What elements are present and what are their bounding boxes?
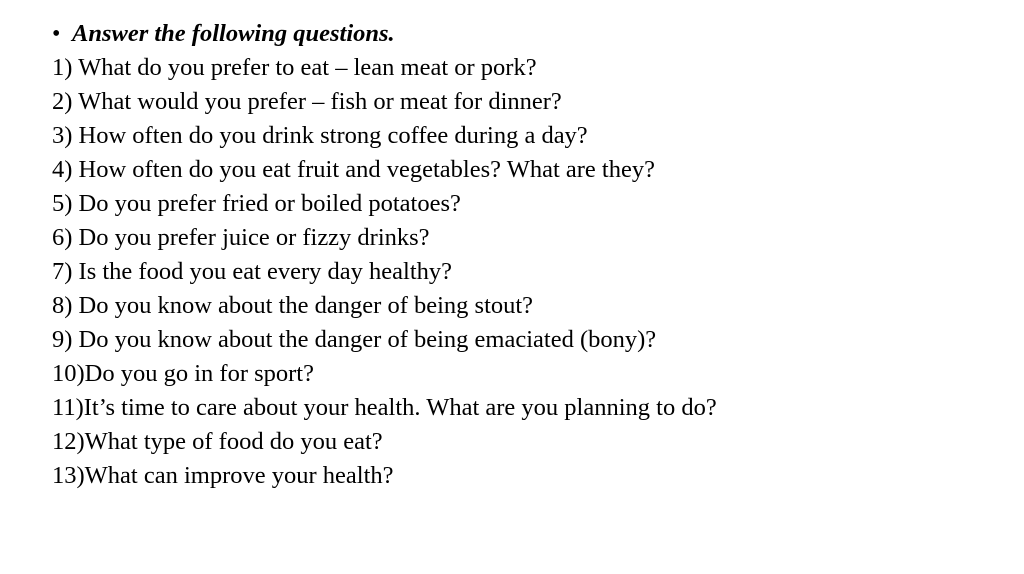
question-4: 4) How often do you eat fruit and vegetables? What are they? <box>52 156 655 183</box>
question-7: 7) Is the food you eat every day healthy? <box>52 258 453 285</box>
question-6: 6) Do you prefer juice or fizzy drinks? <box>52 224 430 251</box>
question-list <box>52 17 1002 493</box>
question-5: 5) Do you prefer fried or boiled potatoes? <box>52 190 461 217</box>
question-11: 11)It’s time to care about your health. What are you planning to do? <box>52 394 717 421</box>
heading: Answer the following questions. <box>72 20 395 47</box>
question-3: 3) How often do you drink strong coffee during a day? <box>52 122 588 149</box>
question-10: 10)Do you go in for sport? <box>52 360 314 387</box>
question-1: 1) What do you prefer to eat – lean meat or pork? <box>52 54 537 81</box>
heading-line <box>52 17 1002 51</box>
question-2: 2) What would you prefer – fish or meat for dinner? <box>52 88 562 115</box>
question-9: 9) Do you know about the danger of being emaciated (bony)? <box>52 326 657 353</box>
bullet-icon: • <box>52 21 61 47</box>
question-12: 12)What type of food do you eat? <box>52 428 383 455</box>
question-8: 8) Do you know about the danger of being stout? <box>52 292 534 319</box>
question-13: 13)What can improve your health? <box>52 462 394 489</box>
